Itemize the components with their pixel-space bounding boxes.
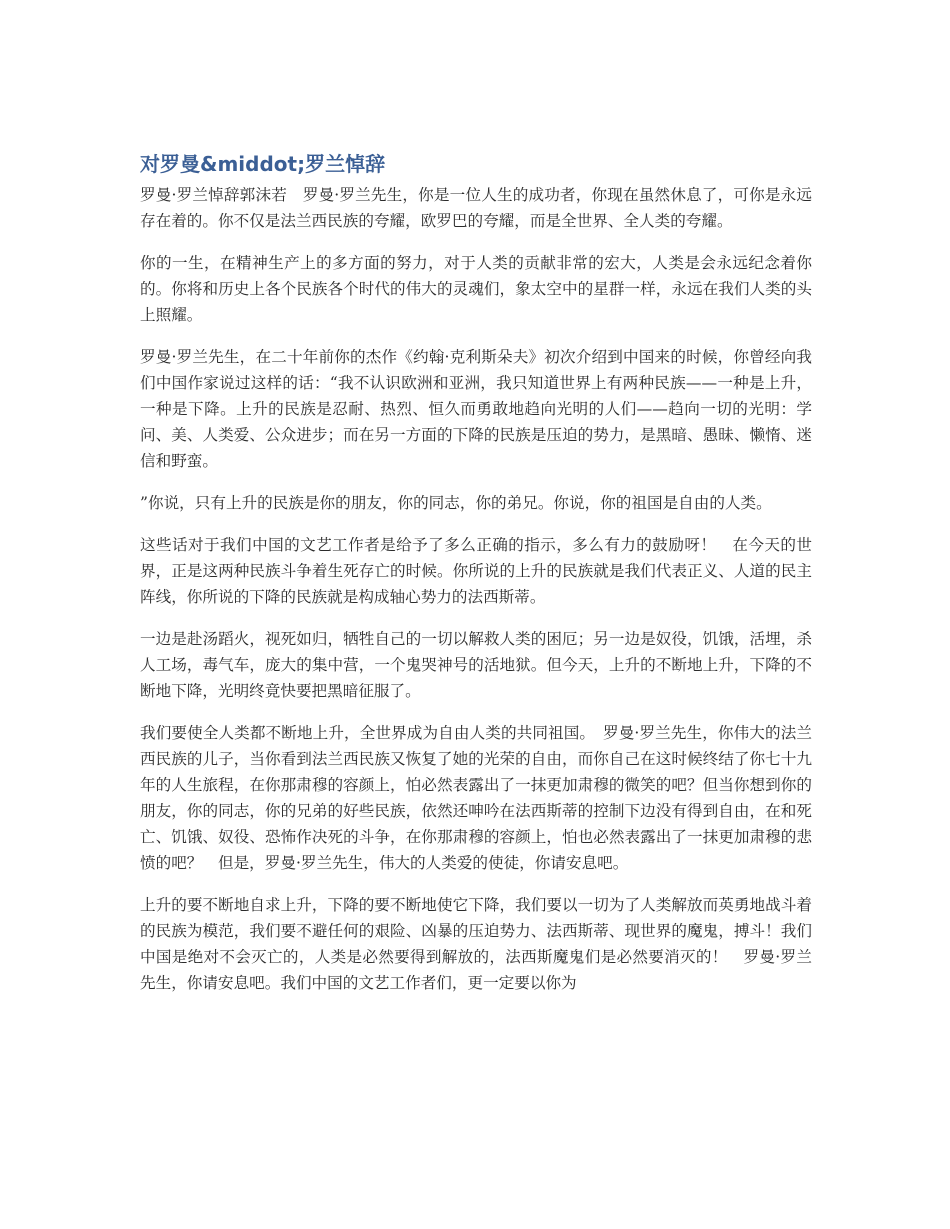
paragraph-1: 罗曼·罗兰悼辞郭沫若 罗曼·罗兰先生，你是一位人生的成功者，你现在虽然休息了，可你是永远存在着的。你不仅是法兰西民族的夸耀，欧罗巴的夸耀，而是全世界、全人类的夸耀。	[140, 186, 812, 230]
paragraph-8: 上升的要不断地自求上升，下降的要不断地使它下降，我们要以一切为了人类解放而英勇地战斗着的民族为模范，我们要不避任何的艰险、凶暴的压迫势力、法西斯蒂、现世界的魔鬼，搏斗！我们中国是绝对不会灭亡的，人类是必然要得到解放的，法西斯魔鬼们是必然要消灭的！ 罗曼·罗兰先生，你请安息吧。我们中国的文艺工作者们，更一定要以你为	[140, 896, 812, 992]
paragraph-7: 我们要使全人类都不断地上升，全世界成为自由人类的共同祖国。 罗曼·罗兰先生，你伟大的法兰西民族的儿子，当你看到法兰西民族又恢复了她的光荣的自由，而你自己在这时候终结了你七十九年的人生旅程，在你那肃穆的容颜上，怕必然表露出了一抹更加肃穆的微笑的吧？但当你想到你的朋友，你的同志，你的兄弟的好些民族，依然还呻吟在法西斯蒂的控制下边没有得到自由，在和死亡、饥饿、奴役、恐怖作决死的斗争，在你那肃穆的容颜上，怕也必然表露出了一抹更加肃穆的悲愤的吧？ 但是，罗曼·罗兰先生，伟大的人类爱的使徒，你请安息吧。	[140, 724, 812, 872]
paragraph-3: 罗曼·罗兰先生，在二十年前你的杰作《约翰·克利斯朵夫》初次介绍到中国来的时候，你曾经向我们中国作家说过这样的话：“我不认识欧洲和亚洲，我只知道世界上有两种民族——一种是上升，一种是下降。上升的民族是忍耐、热烈、恒久而勇敢地趋向光明的人们——趋向一切的光明：学问、美、人类爱、公众进步；而在另一方面的下降的民族是压迫的势力，是黑暗、愚昧、懒惰、迷信和野蛮。	[140, 348, 812, 470]
paragraph-6: 一边是赴汤蹈火，视死如归，牺牲自己的一切以解救人类的困厄；另一边是奴役，饥饿，活埋，杀人工场，毒气车，庞大的集中营，一个鬼哭神号的活地狱。但今天，上升的不断地上升，下降的不断地下降，光明终竟快要把黑暗征服了。	[140, 630, 812, 700]
paragraph-4: ”你说，只有上升的民族是你的朋友，你的同志，你的弟兄。你说，你的祖国是自由的人类。	[140, 494, 772, 512]
paragraph-2: 你的一生，在精神生产上的多方面的努力，对于人类的贡献非常的宏大，人类是会永远纪念着你的。你将和历史上各个民族各个时代的伟大的灵魂们，象太空中的星群一样，永远在我们人类的头上照耀。	[140, 254, 812, 324]
paragraph-5: 这些话对于我们中国的文艺工作者是给予了多么正确的指示，多么有力的鼓励呀！ 在今天的世界，正是这两种民族斗争着生死存亡的时候。你所说的上升的民族就是我们代表正义、人道的民主阵线，你所说的下降的民族就是构成轴心势力的法西斯蒂。	[140, 536, 812, 606]
document-page	[140, 148, 812, 1012]
document-title: 对罗曼&middot;罗兰悼辞	[140, 152, 386, 176]
